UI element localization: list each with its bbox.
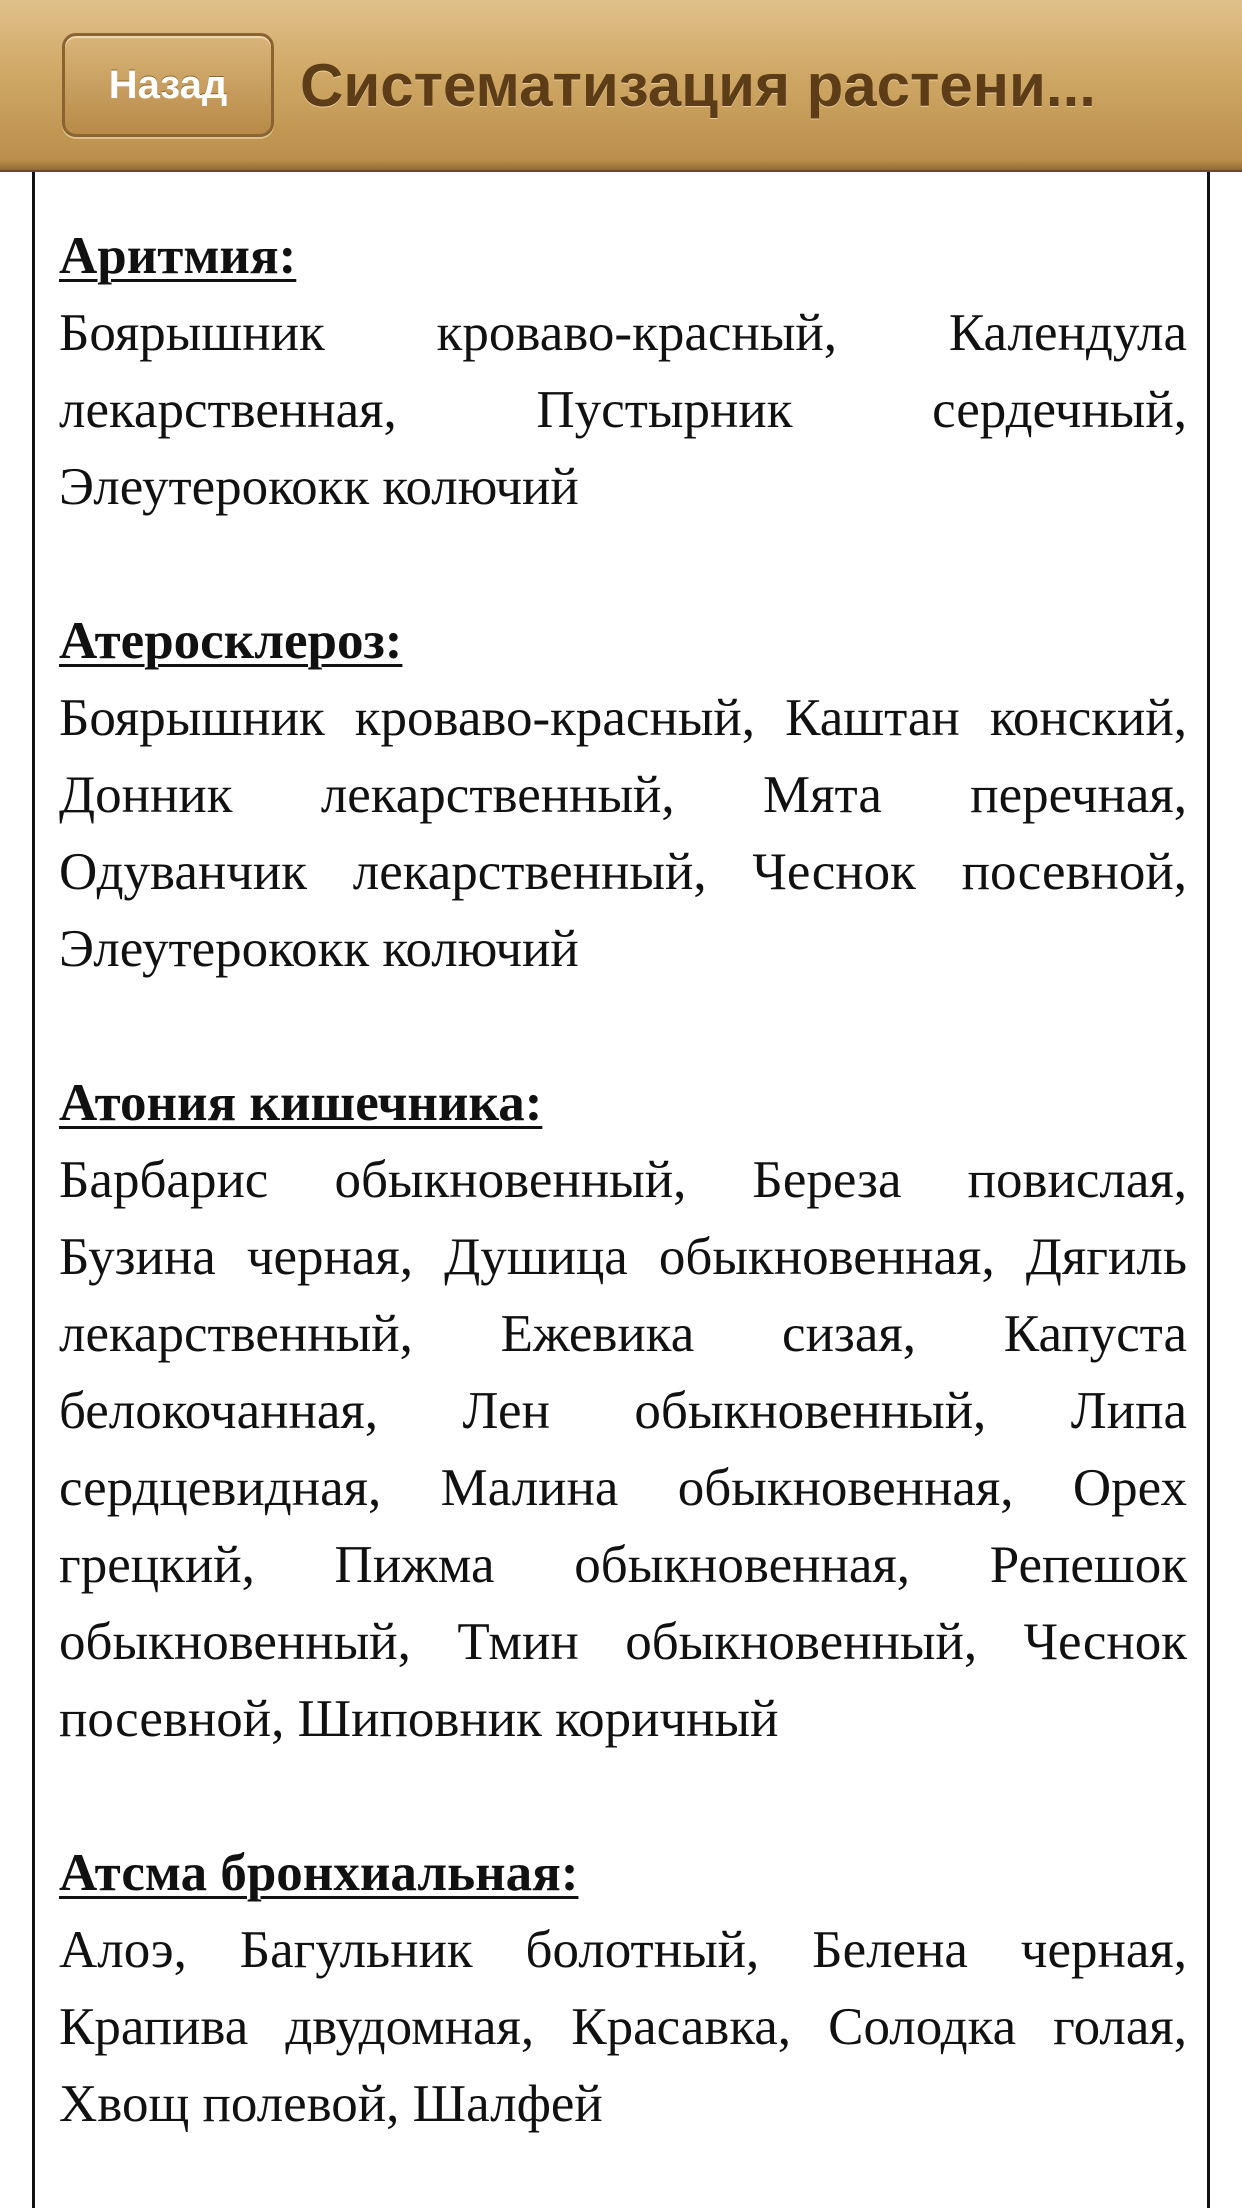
section-heading: Атония кишечника:: [59, 1074, 543, 1132]
back-button[interactable]: Назад: [62, 33, 274, 137]
section-heading: Аритмия:: [59, 227, 297, 285]
section-text: Боярышник кроваво-красный, Каштан конский, Донник лекарственный, Мята перечная, Одуванчик лекарственный, Чеснок посевной, Элеутерококк колючий: [59, 689, 1187, 978]
content-area[interactable]: [32, 172, 1210, 2208]
section-heading: Атеросклероз:: [59, 612, 403, 670]
article-body: [59, 218, 1187, 2208]
section-text: Алоэ, Багульник болотный, Белена черная, Крапива двудомная, Красавка, Солодка голая, Хвощ полевой, Шалфей: [59, 1921, 1187, 2133]
section-bronchial-asthma: [59, 1835, 1187, 2143]
section-text: Боярышник кроваво-красный, Календула лекарственная, Пустырник сердечный, Элеутерококк колючий: [59, 304, 1187, 516]
section-heading: Атсма бронхиальная:: [59, 1844, 579, 1902]
section-intestinal-atony: [59, 1065, 1187, 1758]
section-text: Барбарис обыкновенный, Береза повислая, Бузина черная, Душица обыкновенная, Дягиль лекарственный, Ежевика сизая, Капуста белокочанная, Лен обыкновенный, Липа сердцевидная, Малина обыкновенная, Орех грецкий, Пижма обыкновенная, Репешок обыкновенный, Тмин обыкновенный, Чеснок посевной, Шиповник коричный: [59, 1151, 1187, 1748]
navigation-bar: [0, 0, 1242, 172]
section-atherosclerosis: [59, 603, 1187, 988]
section-arrhythmia: [59, 218, 1187, 526]
page-title: Систематизация растени...: [300, 52, 1096, 119]
